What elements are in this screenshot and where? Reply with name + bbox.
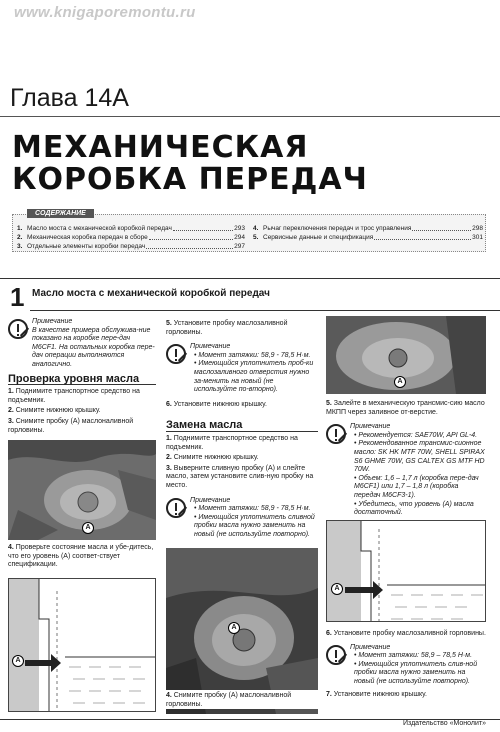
step	[8, 544, 156, 570]
note-title: Примечание	[190, 496, 231, 504]
toc-page: 297	[234, 243, 245, 250]
note-icon	[8, 319, 28, 339]
step-text: Выверните сливную пробку (A) и слейте масло, затем установите слив-ную пробку на место.	[166, 464, 314, 489]
note-title: Примечание	[190, 343, 231, 351]
step-text: Проверьте состояние масла и убе-дитесь, что его уровень (A) соответ-ствует спецификации.	[8, 544, 154, 569]
toc-column-right	[253, 224, 483, 242]
step-num: 2.	[166, 454, 172, 462]
title-line-2: КОРОБКА ПЕРЕДАЧ	[12, 162, 368, 197]
diagram-graphic	[327, 521, 486, 622]
note-bullet: • Момент затяжки: 58,9 - 78,5 Н·м.	[194, 505, 311, 513]
photo-graphic	[326, 316, 486, 394]
step-num: 4.	[166, 692, 172, 699]
column-3	[326, 398, 486, 518]
step-num: 6.	[166, 400, 172, 408]
note-bullet: • Момент затяжки: 58,9 - 78,5 Н·м.	[194, 351, 311, 359]
marker-a: A	[331, 583, 343, 595]
toc-page: 298	[472, 225, 483, 232]
oil-level-diagram-2	[326, 520, 486, 622]
step-num: 4.	[8, 544, 14, 551]
step-num: 7.	[326, 690, 332, 698]
step	[326, 691, 486, 700]
toc-item[interactable]	[253, 233, 483, 242]
column-2	[166, 318, 318, 539]
column-1	[8, 318, 156, 435]
step-text: Поднимите транспортное средство на подъемник.	[166, 434, 298, 451]
note-bullet: • Имеющийся уплотнитель сливной пробки масла нужно заменить на новый (не используйте повторно).	[194, 513, 315, 538]
step-text: Залейте в механическую трансмис-сию масло МКПП через заливное от-верстие.	[326, 400, 485, 416]
toc-text: Рычаг переключения передач и трос управления	[263, 225, 412, 232]
column-1-step-4	[8, 542, 156, 570]
note	[326, 423, 486, 518]
subhead-oil-level: Проверка уровня масла	[8, 375, 156, 386]
toc-item[interactable]	[253, 224, 483, 233]
note-icon	[166, 498, 186, 518]
note-bullet: • Убедитесь, что уровень (A) масла достаточный.	[354, 500, 474, 517]
toc-page: 301	[472, 234, 483, 241]
toc-column-left	[17, 224, 245, 251]
toc-label: СОДЕРЖАНИЕ	[27, 209, 94, 218]
toc-page: 293	[234, 225, 245, 232]
note-body: В качестве примера обслужива-ние показано на коробке пере-дач M6CF1. На остальных коробка пере-дач операции выполняются аналогично.	[32, 326, 155, 368]
marker-a: A	[394, 376, 406, 388]
step-num: 6.	[326, 630, 332, 637]
toc-dots	[412, 224, 471, 231]
step-text: Снимите пробку (A) маслоналивной горловины.	[166, 692, 292, 708]
toc-page: 294	[234, 234, 245, 241]
note-title: Примечание	[32, 318, 73, 325]
toc-text: Механическая коробка передач в сборе	[27, 234, 148, 241]
step-num: 5.	[166, 320, 172, 327]
toc-num: 5.	[253, 234, 259, 241]
toc-dots	[146, 242, 233, 249]
toc-text: Отдельные элементы коробки передач	[27, 243, 146, 250]
step	[326, 630, 486, 639]
marker-a: A	[12, 655, 24, 667]
toc-dots	[374, 233, 471, 240]
note-title: Примечание	[350, 643, 391, 651]
step	[166, 320, 318, 337]
toc-num: 2.	[17, 234, 23, 241]
section-top-rule	[0, 278, 500, 279]
note	[8, 318, 156, 370]
note-icon	[326, 424, 346, 444]
step-num: 1.	[166, 434, 172, 442]
toc-item[interactable]	[17, 224, 245, 233]
chapter-label: Глава 14А	[10, 84, 129, 112]
note-bullet: • Имеющийся уплотнитель проб-ки маслозаливного отверстия нужно за-менить на новый (не используйте по-вторно).	[194, 360, 314, 394]
note	[326, 644, 486, 687]
toc-item[interactable]	[17, 242, 245, 251]
title-line-1: МЕХАНИЧЕСКАЯ	[12, 130, 309, 165]
step-num: 2.	[8, 407, 14, 415]
subhead-oil-change: Замена масла	[166, 421, 318, 432]
note-icon	[166, 344, 186, 364]
step-text: Снимите нижнюю крышку.	[15, 407, 101, 415]
section-title: Масло моста с механической коробкой передач	[32, 288, 270, 299]
step-num: 1.	[8, 388, 14, 396]
step-text: Установите пробку маслозаливной горловины.	[333, 630, 486, 637]
step-text: Поднимите транспортное средство на подъемник.	[8, 388, 140, 404]
note-bullet: • Имеющийся уплотнитель слив-ной пробки масла нужно заменить на новый (не используйте повторно).	[354, 660, 478, 685]
step	[8, 388, 156, 405]
diagram-graphic	[9, 579, 156, 712]
step-text: Установите нижнюю крышку.	[173, 400, 267, 408]
step	[166, 401, 318, 410]
step	[326, 400, 486, 417]
section-number: 1	[10, 282, 25, 312]
note-bullet: • Рекомендуется: SAE70W, API GL-4.	[354, 431, 478, 439]
toc-dots	[149, 233, 233, 240]
step-num: 3.	[166, 464, 172, 472]
publisher-footer: Издательство «Монолит»	[402, 720, 486, 727]
toc-item[interactable]	[17, 233, 245, 242]
step	[8, 407, 156, 416]
column-2-step-4	[166, 690, 318, 709]
step-text: Снимите нижнюю крышку.	[173, 454, 259, 462]
toc-num: 3.	[17, 243, 23, 250]
oil-level-diagram-1	[8, 578, 156, 712]
step-num: 5.	[326, 400, 332, 407]
note-icon	[326, 645, 346, 665]
toc-dots	[173, 224, 233, 231]
toc-text: Сервисные данные и спецификация	[263, 234, 374, 241]
note	[166, 497, 318, 540]
marker-a: A	[82, 522, 94, 534]
note-title: Примечание	[350, 423, 391, 431]
step-text: Установите нижнюю крышку.	[333, 690, 427, 698]
main-title	[12, 132, 368, 196]
toc-num: 1.	[17, 225, 23, 232]
toc-text: Масло моста с механической коробкой передач	[27, 225, 172, 232]
note-bullet: • Момент затяжки: 58,9 – 78,5 Н·м.	[354, 652, 473, 660]
step	[166, 465, 318, 491]
step	[166, 454, 318, 463]
step	[166, 435, 318, 452]
step-num: 3.	[8, 417, 14, 425]
step-text: Снимите пробку (A) маслоналивной горловины.	[8, 417, 134, 434]
section-rule	[30, 310, 500, 311]
step	[8, 418, 156, 435]
step-text: Установите пробку маслозаливной горловины.	[166, 320, 288, 336]
note-bullet: • Рекомендованное трансмис-сионное масло: SK HK MTF 70W, SHELL SPIRAX S6 GHME 70W, GS CALTEX GS MTF HD 70W.	[354, 440, 485, 474]
chapter-rule	[0, 116, 500, 117]
transmission-photo-3	[326, 316, 486, 394]
table-of-contents	[12, 210, 486, 252]
transmission-photo-1	[8, 440, 156, 540]
column-3-lower	[326, 628, 486, 699]
toc-num: 4.	[253, 225, 259, 232]
watermark: www.knigaporemontu.ru	[14, 4, 196, 21]
step	[166, 692, 318, 709]
note-bullet: • Объем: 1,6 – 1,7 л (коробка пере-дач M6CF1) или 1,7 – 1,8 л (коробка передач M6CF3-1).	[354, 474, 479, 499]
marker-a: A	[228, 622, 240, 634]
note	[166, 343, 318, 395]
